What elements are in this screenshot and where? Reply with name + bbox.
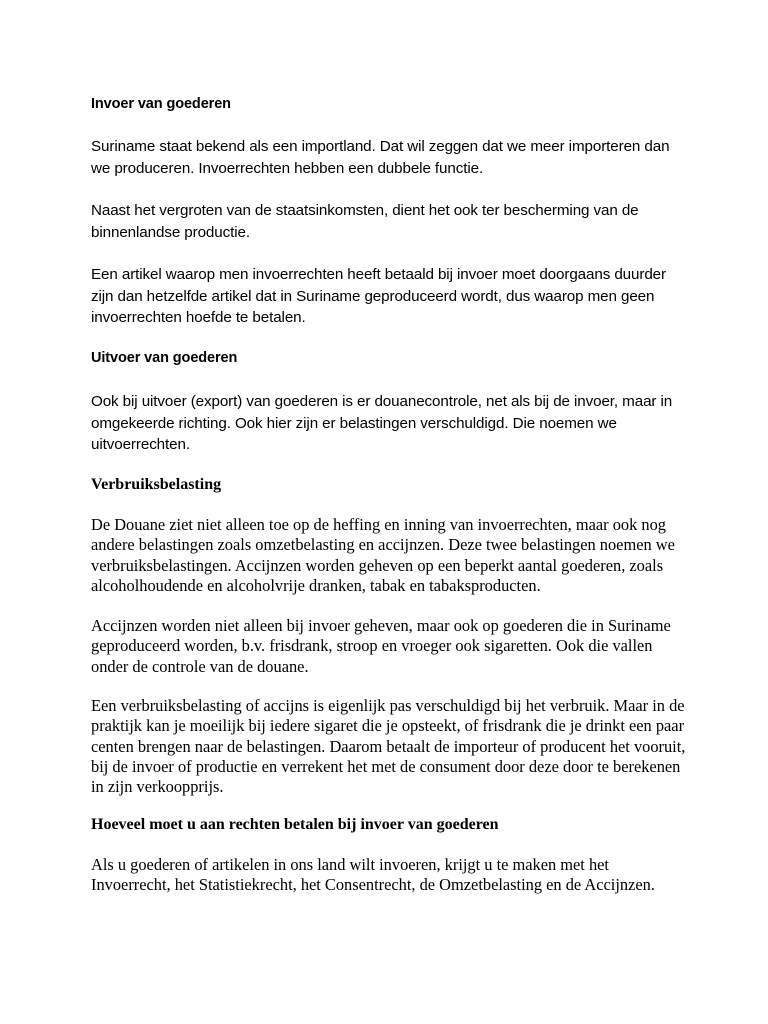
section-heading-verbruiksbelasting: Verbruiksbelasting <box>91 476 222 493</box>
paragraph-accijnzen: Accijnzen worden niet alleen bij invoer geheven, maar ook op goederen die in Suriname geproduceerd worden, b.v. frisdrank, stroop en vroeger ook sigaretten. Ook die vallen onder de controle van de douane. <box>91 616 671 676</box>
paragraph-uitvoerrechten: Ook bij uitvoer (export) van goederen is er douanecontrole, net als bij de invoer, maar in omgekeerde richting. Ook hier zijn er belastingen verschuldigd. Die noemen we uitvoerrechten. <box>91 393 673 453</box>
paragraph-verbruik: Een verbruiksbelasting of accijns is eigenlijk pas verschuldigd bij het verbruik. Maar in de praktijk kan je moeilijk bij iedere sigaret die je opsteekt, of frisdrank die je drinkt een paar centen brengen naar de belastingen. Daarom betaalt de importeur of producent het vooruit, bij de invoer of productie en verrekent het met de consument door deze door te berekenen in zijn verkoopprijs. <box>91 696 686 797</box>
paragraph-importland: Suriname staat bekend als een importland. Dat wil zeggen dat we meer importeren dan we produceren. Invoerrechten hebben een dubbele functie. <box>91 138 670 177</box>
paragraph-staatsinkomsten: Naast het vergroten van de staatsinkomsten, dient het ook ter bescherming van de binnenlandse productie. <box>91 202 639 241</box>
paragraph-invoeren-rechten: Als u goederen of artikelen in ons land wilt invoeren, krijgt u te maken met het Invoerrecht, het Statistiekrecht, het Consentrecht, de Omzetbelasting en de Accijnzen. <box>91 855 655 895</box>
paragraph-invoerrechten-artikel: Een artikel waarop men invoerrechten heeft betaald bij invoer moet doorgaans duurder zijn dan hetzelfde artikel dat in Suriname geproduceerd wordt, dus waarop men geen invoerrechten hoefde te betalen. <box>91 266 666 326</box>
paragraph-douane-belastingen: De Douane ziet niet alleen toe op de heffing en inning van invoerrechten, maar ook nog andere belastingen zoals omzetbelasting en accijnzen. Deze twee belastingen noemen we verbruiksbelastingen. Accijnzen worden geheven op een beperkt aantal goederen, zoals alcoholhoudende en alcoholvrije dranken, tabak en tabaksproducten. <box>91 515 675 595</box>
section-heading-invoer: Invoer van goederen <box>91 96 231 112</box>
section-heading-hoeveel-rechten: Hoeveel moet u aan rechten betalen bij invoer van goederen <box>91 816 499 833</box>
section-heading-uitvoer: Uitvoer van goederen <box>91 350 238 366</box>
